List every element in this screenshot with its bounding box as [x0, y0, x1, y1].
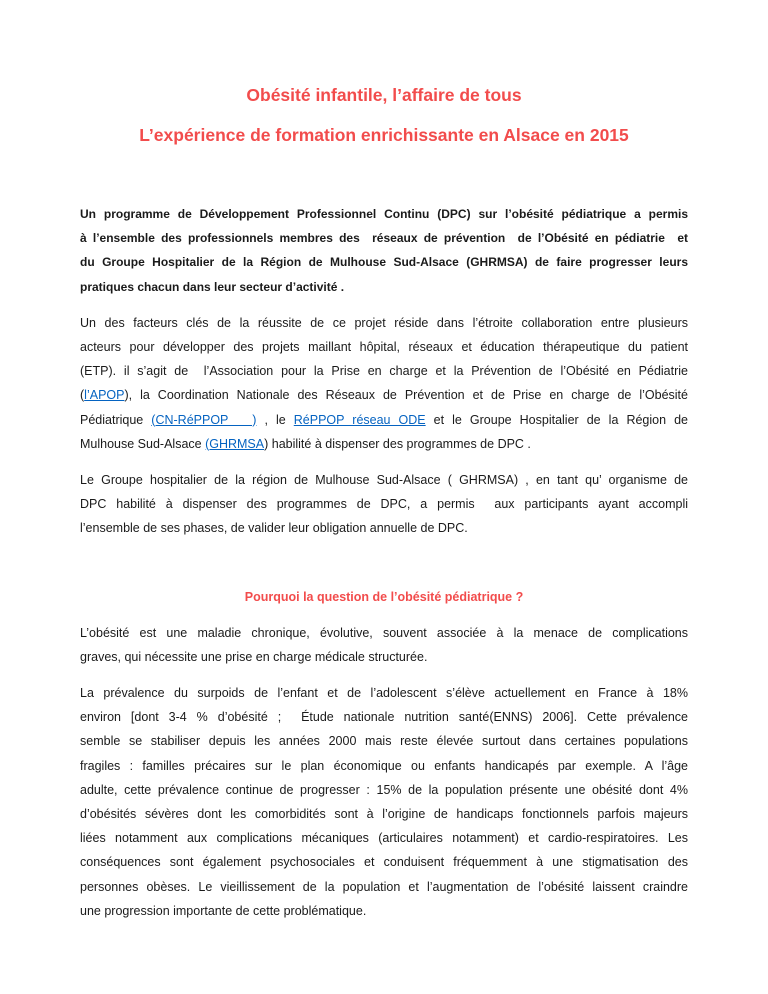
- text-segment: une progression importante de cette problématique.: [80, 903, 367, 918]
- text-segment: semble se stabiliser depuis les années 2000 mais reste élevée surtout dans certaines populations: [80, 734, 688, 749]
- text-segment: , le: [256, 412, 294, 427]
- text-line: [80, 705, 688, 729]
- text-line: [80, 850, 688, 874]
- text-segment: adulte, cette prévalence continue de progresser : 15% de la population présente une obésité dont 4%: [80, 782, 688, 797]
- text-segment: Le Groupe hospitalier de la région de Mulhouse Sud-Alsace ( GHRMSA) , en tant qu’ organisme de: [80, 473, 688, 488]
- text-segment: ) habilité à dispenser des programmes de DPC .: [264, 436, 531, 451]
- text-line: [80, 754, 688, 778]
- text-segment: Pédiatrique: [80, 412, 152, 427]
- text-segment: graves, qui nécessite une prise en charge médicale structurée.: [80, 649, 428, 664]
- text-segment: conséquences sont également psychosociales et conduisent fréquemment à une stigmatisation des: [80, 855, 688, 870]
- text-line: [80, 468, 688, 492]
- text-line: [80, 492, 688, 516]
- text-line: [80, 408, 688, 432]
- text-segment: L’obésité est une maladie chronique, évolutive, souvent associée à la menace de complications: [80, 625, 688, 640]
- text-segment: Un programme de Développement Professionnel Continu (DPC) sur l’obésité pédiatrique a permis: [80, 207, 688, 221]
- text-segment: à l’ensemble des professionnels membres des réseaux de prévention de l’Obésité en pédiatrie et: [80, 231, 688, 246]
- paragraph: [80, 311, 688, 456]
- text-segment: personnes obèses. Le vieillissement de la population et l’augmentation de l’obésité laissent craindre: [80, 879, 688, 894]
- text-line: [80, 875, 688, 899]
- inline-link[interactable]: (GHRMSA: [205, 436, 265, 451]
- text-line: [80, 899, 688, 923]
- text-line: [80, 802, 688, 826]
- text-segment: Mulhouse Sud-Alsace: [80, 436, 206, 451]
- text-segment: liées notamment aux complications mécaniques (articulaires notamment) et cardio-respiratoires. Les: [80, 831, 688, 846]
- text-segment: l’ensemble de ses phases, de valider leur obligation annuelle de DPC.: [80, 521, 468, 536]
- text-line: [80, 516, 688, 540]
- document-title: Obésité infantile, l’affaire de tous: [246, 85, 522, 105]
- document-subtitle: L’expérience de formation enrichissante en Alsace en 2015: [139, 125, 629, 145]
- text-segment: (ETP). il s’agit de l’Association pour la Prise en charge et la Prévention de l’Obésité en Pédiatrie: [80, 364, 688, 379]
- text-segment: d’obésités sévères dont les comorbidités sont à l’origine de handicaps fonctionnels parfois majeurs: [80, 807, 688, 822]
- text-line: [80, 275, 688, 299]
- text-segment: environ [dont 3-4 % d’obésité ; Étude nationale nutrition santé(ENNS) 2006]. Cette prévalence: [80, 710, 688, 725]
- inline-link[interactable]: l’APOP: [84, 388, 125, 403]
- text-line: [80, 645, 688, 669]
- text-segment: DPC habilité à dispenser des programmes de DPC, a permis aux participants ayant accompli: [80, 497, 688, 512]
- text-line: [80, 432, 688, 456]
- text-line: [80, 202, 688, 226]
- text-line: [80, 729, 688, 753]
- document-title-block: [80, 75, 688, 155]
- text-line: [80, 359, 688, 383]
- text-line: [80, 311, 688, 335]
- document-body: [80, 202, 688, 935]
- paragraph: [80, 621, 688, 669]
- paragraph: [80, 468, 688, 541]
- intro-paragraph: [80, 202, 688, 299]
- text-line: [80, 250, 688, 274]
- text-line: [80, 621, 688, 645]
- inline-link[interactable]: RéPPOP réseau ODE: [293, 412, 426, 427]
- paragraph: [80, 681, 688, 923]
- text-line: [80, 826, 688, 850]
- text-line: [80, 778, 688, 802]
- text-segment: (: [80, 388, 85, 403]
- text-segment: et le Groupe Hospitalier de la Région de: [425, 412, 688, 427]
- text-line: [80, 226, 688, 250]
- text-segment: pratiques chacun dans leur secteur d’activité .: [80, 279, 345, 294]
- text-segment: Un des facteurs clés de la réussite de ce projet réside dans l’étroite collaboration entre plusieurs: [80, 315, 688, 330]
- text-line: [80, 681, 688, 705]
- text-segment: ), la Coordination Nationale des Réseaux de Prévention et de Prise en charge de l’Obésité: [124, 388, 688, 403]
- text-line: [80, 383, 688, 407]
- text-segment: fragiles : familles précaires sur le plan économique ou enfants handicapés par exemple. A l’âge: [80, 758, 688, 773]
- text-segment: du Groupe Hospitalier de la Région de Mulhouse Sud-Alsace (GHRMSA) de faire progresser leurs: [80, 255, 688, 270]
- text-line: [80, 335, 688, 359]
- section-heading: Pourquoi la question de l’obésité pédiatrique ?: [244, 589, 524, 604]
- text-segment: acteurs pour développer des projets maillant hôpital, réseaux et éducation thérapeutique du patient: [80, 340, 688, 355]
- inline-link[interactable]: (CN-RéPPOP ): [151, 412, 257, 427]
- text-segment: La prévalence du surpoids de l’enfant et de l’adolescent s’élève actuellement en France à 18%: [80, 686, 688, 701]
